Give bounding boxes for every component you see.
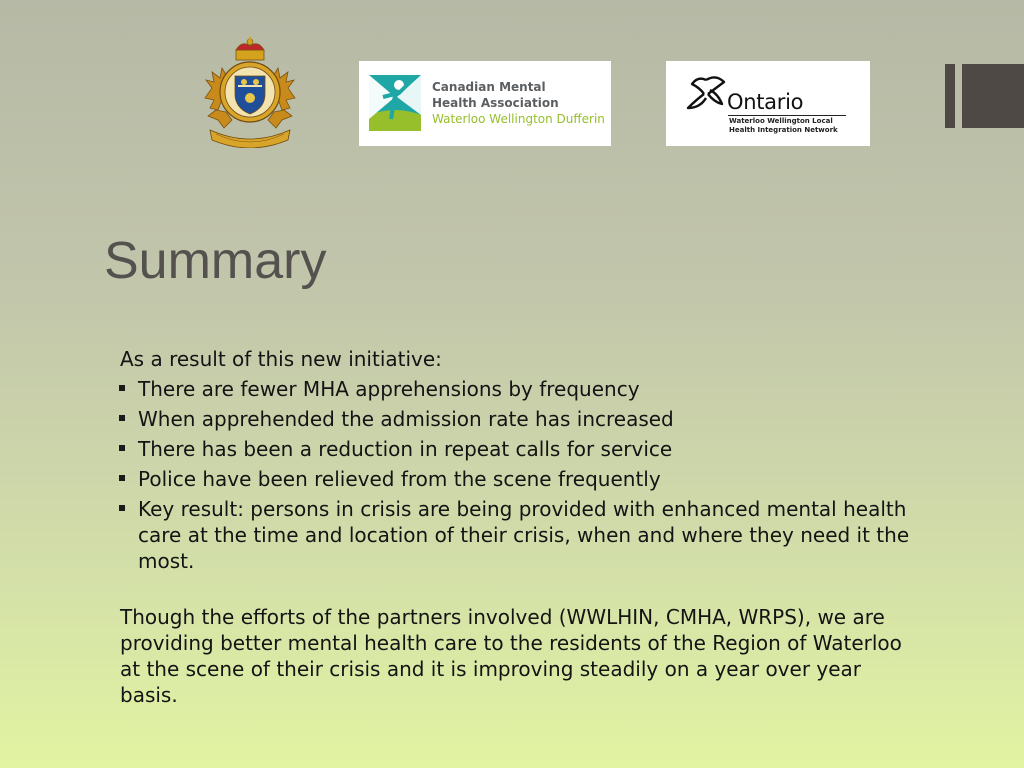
slide-body [120, 346, 920, 708]
cmha-logo [359, 61, 611, 146]
cmha-name-line1: Canadian Mental [432, 80, 546, 94]
bullet-text: When apprehended the admission rate has increased [138, 407, 674, 431]
intro-text: As a result of this new initiative: [120, 347, 442, 371]
cmha-figure-mark [369, 75, 421, 131]
bullet-text: Police have been relieved from the scene frequently [138, 467, 661, 491]
square-bullet-icon [119, 505, 125, 511]
bullet-text: There are fewer MHA apprehensions by frequency [138, 377, 640, 401]
square-bullet-icon [119, 445, 125, 451]
square-bullet-icon [119, 385, 125, 391]
cmha-region-line: Waterloo Wellington Dufferin [432, 112, 605, 126]
bullet-text: There has been a reduction in repeat calls for service [138, 437, 673, 461]
bullet-item [120, 496, 920, 574]
decorative-bar-thin [945, 64, 955, 128]
lhin-name-line1: Waterloo Wellington Local [729, 117, 833, 125]
ontario-lhin-logo [666, 61, 870, 146]
waterloo-police-badge-logo [202, 36, 298, 148]
ontario-wordmark: Ontario [727, 90, 804, 114]
bullet-item [120, 406, 920, 432]
square-bullet-icon [119, 475, 125, 481]
square-bullet-icon [119, 415, 125, 421]
summary-paragraph: Though the efforts of the partners involved (WWLHIN, CMHA, WRPS), we are providing better mental health care to the residents of the Region of Waterloo at the scene of their crisis and it is improving steadily on a year over year basis. [120, 605, 902, 707]
ontario-trillium-icon [682, 74, 730, 112]
decorative-bar-wide [962, 64, 1024, 128]
bullet-text: Key result: persons in crisis are being provided with enhanced mental health care at the time and location of their crisis, when and where they need it the most. [138, 497, 910, 573]
cmha-name-line2: Health Association [432, 96, 559, 110]
bullet-list [120, 376, 920, 574]
bullet-item [120, 376, 920, 402]
ontario-underline [728, 115, 846, 116]
lhin-name-line2: Health Integration Network [729, 126, 838, 134]
bullet-item [120, 466, 920, 492]
bullet-item [120, 436, 920, 462]
slide-title: Summary [104, 232, 327, 290]
